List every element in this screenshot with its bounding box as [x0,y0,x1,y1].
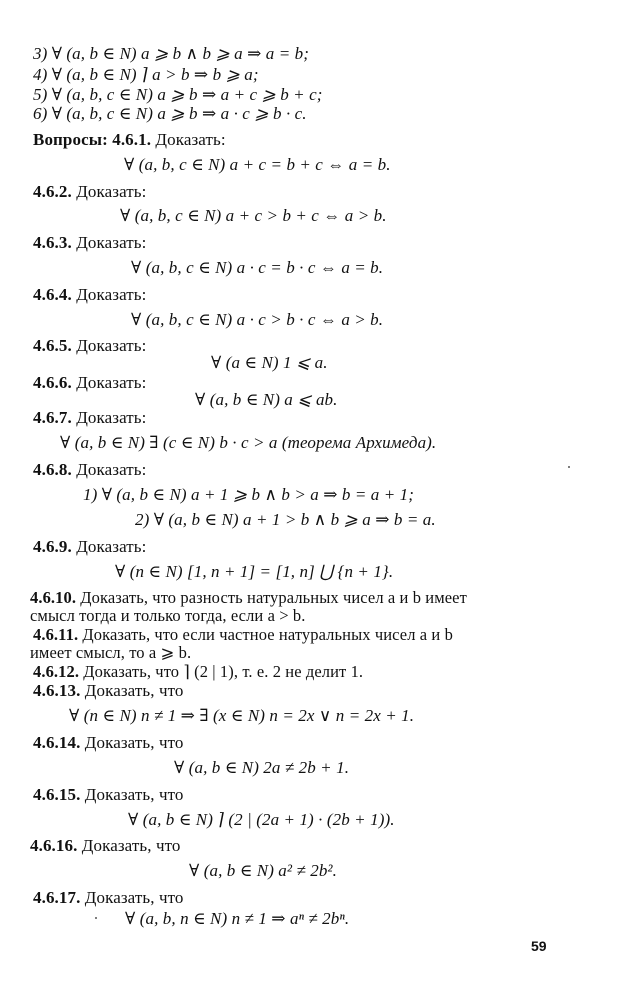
formula [189,861,337,881]
exercise-number: 4.6.16. [30,836,78,855]
formula [124,155,391,175]
exercise-text: Доказать: [71,182,147,201]
formula-text: ∀ (n ∈ N) n ≠ 1 ⇒ ∃ (x ∈ N) n = 2x ∨ n = 2x + 1. [69,706,415,725]
formula [174,758,349,778]
formula-text: ∀ (a, b ∈ N) ∃ (c ∈ N) b · c > a (теорема Архимеда). [60,433,437,452]
formula-text: ∀ (a, b ∈ N) 2a ≠ 2b + 1. [174,758,350,777]
exercise-number: 4.6.13. [33,681,81,700]
exercise-heading [33,336,146,356]
exercise-text: Доказать: [71,285,147,304]
formula [115,562,393,582]
exercise-text: Доказать, что если частное натуральных чисел a и b [78,625,453,644]
exercise-number: 4.6.8. [33,460,72,479]
exercise-number: 4.6.3. [33,233,72,252]
formula-text: ∀ (a ∈ N) 1 ⩽ a. [211,353,328,372]
formula-text: 1) ∀ (a, b ∈ N) a + 1 ⩾ b ∧ b > a ⇒ b = a + 1; [83,485,414,504]
exercise-text: Доказать: [71,460,147,479]
formula [195,390,338,410]
exercise-text: Доказать: [71,336,147,355]
exercise-number: 4.6.11. [33,625,79,644]
line-text: 3) ∀ (a, b ∈ N) a ⩾ b ∧ b ⩾ a ⇒ a = b; [33,44,310,63]
exercise-text: Доказать, что [80,733,184,752]
axiom-4 [33,65,259,85]
exercise-text: Доказать, что [80,888,184,907]
speck [95,917,97,919]
formula-text: ∀ (a, b, c ∈ N) a · c = b · c ⇔ a = b. [131,258,384,277]
formula-text: ∀ (a, b, c ∈ N) a · c > b · c ⇔ a > b. [131,310,384,329]
formula [131,258,383,278]
exercise-text: Доказать: [71,537,147,556]
exercise-heading [33,733,184,753]
axiom-5 [33,85,323,105]
exercise-number: 4.6.6. [33,373,72,392]
formula-text: ∀ (a, b, c ∈ N) a + c > b + c ⇔ a > b. [120,206,387,225]
formula [120,206,387,226]
exercise-number: 4.6.4. [33,285,72,304]
line-text: 4) ∀ (a, b ∈ N) ⌉ a > b ⇒ b ⩾ a; [33,65,259,84]
exercise-text: Доказать, что [80,785,184,804]
exercise-heading [33,785,184,805]
exercise-text: Доказать: [71,233,147,252]
exercise-text: смысл тогда и только тогда, если a > b. [30,606,306,625]
formula [69,706,414,726]
exercise-paragraph [33,625,453,645]
formula-text: ∀ (a, b ∈ N) ⌉ (2 | (2a + 1) · (2b + 1)). [128,810,395,829]
speck [568,466,570,468]
exercise-number: 4.6.17. [33,888,81,907]
formula [128,810,395,830]
formula [211,353,328,373]
exercise-heading [33,888,184,908]
exercise-heading [33,285,146,305]
exercise-number: 4.6.5. [33,336,72,355]
exercise-number: 4.6.7. [33,408,72,427]
formula-text: ∀ (n ∈ N) [1, n + 1] = [1, n] ⋃ {n + 1}. [115,562,394,581]
exercise-heading [33,408,146,428]
formula [83,485,414,505]
exercise-heading [33,182,146,202]
exercise-heading [33,460,146,480]
exercise-number: 4.6.12. [33,662,80,681]
exercise-text: Доказать: [71,408,147,427]
exercise-text: имеет смысл, то a ⩾ b. [30,643,192,662]
exercise-paragraph-cont [30,606,305,626]
exercise-heading [33,537,146,557]
exercise-heading [33,681,184,701]
formula-text: ∀ (a, b, n ∈ N) n ≠ 1 ⇒ aⁿ ≠ 2bⁿ. [125,909,350,928]
exercise-number: 4.6.10. [30,588,77,607]
exercise-paragraph [30,588,467,608]
line-text: 5) ∀ (a, b, c ∈ N) a ⩾ b ⇒ a + c ⩾ b + c; [33,85,323,104]
axiom-6 [33,104,307,124]
exercise-text: Доказать, что разность натуральных чисел a и b имеет [76,588,467,607]
formula-text: ∀ (a, b ∈ N) a² ≠ 2b². [189,861,337,880]
exercise-text: Доказать: [71,373,147,392]
formula [131,310,383,330]
formula [135,510,436,530]
exercise-text: Доказать, что [80,681,184,700]
exercise-text: Доказать: [151,130,226,149]
exercise-heading [33,233,146,253]
exercise-paragraph-cont [30,643,191,663]
formula [125,909,349,929]
exercise-text: Доказать, что ⌉ (2 | 1), т. е. 2 не делит 1. [79,662,364,681]
formula-text: ∀ (a, b ∈ N) a ⩽ ab. [195,390,338,409]
exercise-number: Вопросы: 4.6.1. [33,130,152,149]
formula-text: ∀ (a, b, c ∈ N) a + c = b + c ⇔ a = b. [124,155,391,174]
exercise-number: 4.6.2. [33,182,72,201]
exercise-number: 4.6.15. [33,785,81,804]
page-number: 59 [531,938,547,954]
exercise-heading [33,373,146,393]
formula-text: 2) ∀ (a, b ∈ N) a + 1 > b ∧ b ⩾ a ⇒ b = a. [135,510,436,529]
exercise-heading [33,662,363,682]
exercise-number: 4.6.14. [33,733,81,752]
formula [60,433,436,453]
exercise-text: Доказать, что [77,836,181,855]
line-text: 6) ∀ (a, b, c ∈ N) a ⩾ b ⇒ a · c ⩾ b · c. [33,104,307,123]
axiom-3 [33,44,309,64]
exercise-number: 4.6.9. [33,537,72,556]
exercise-heading [33,130,226,150]
exercise-heading [30,836,181,856]
